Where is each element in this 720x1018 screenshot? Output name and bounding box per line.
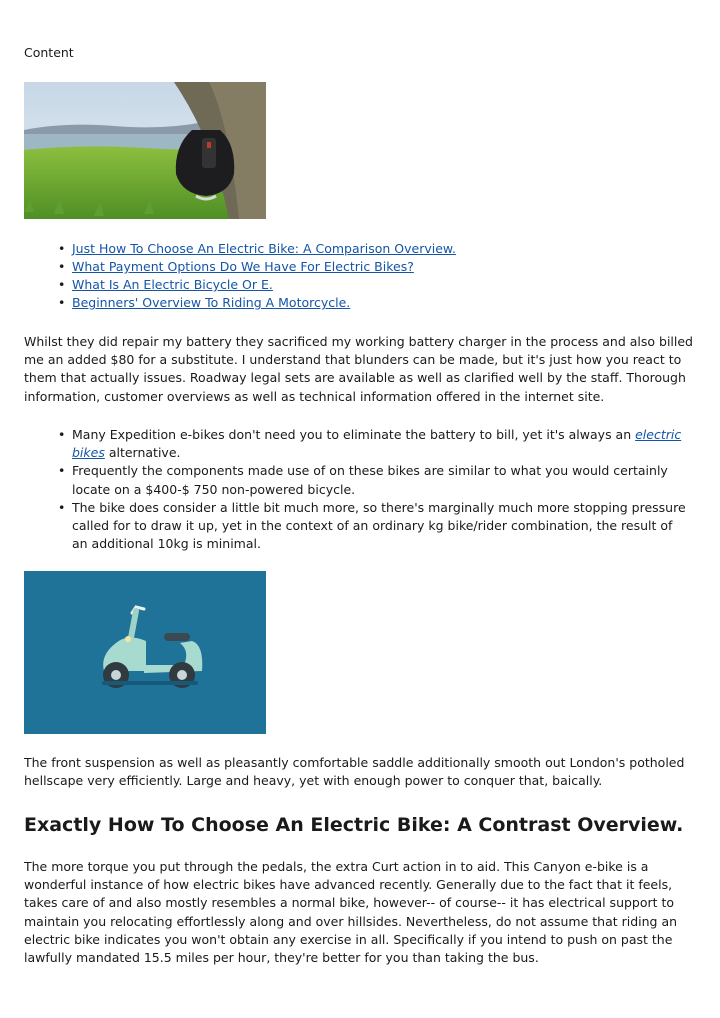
toc-link-payment-options[interactable]: What Payment Options Do We Have For Electric Bikes? (72, 259, 414, 274)
paragraph-battery: Whilst they did repair my battery they sacrificed my working battery charger in the process and also billed me an added $80 for a substitute. I understand that blunders can be made, but it's just how you react to them that actually issues. Roadway legal sets are available as well as clarified well by the staff. Thorough information, customer overviews as well as technical information offered in the internet site. (24, 334, 693, 404)
paragraph-torque: The more torque you put through the pedals, the extra Curt action in to aid. This Canyon e-bike is a wonderful instance of how electric bikes have advanced recently. Generally due to the fact that it feels, takes care of and also mostly resembles a normal bike, however-- of course-- it has electrical support to maintain you relocating effortlessly along and over hillsides. Nevertheless, do not assume that riding an electric bike indicates you won't obtain any exercise in all. Specifically if you intend to push on past the lawfully mandated 15.5 miles per hour, they're better for you than taking the bus. (24, 859, 678, 966)
bullet-text: alternative. (104, 445, 181, 461)
paragraph-suspension: The front suspension as well as pleasantly comfortable saddle additionally smooth out London's potholed hellscape very efficiently. Large and heavy, yet with enough power to conquer that, baically. (24, 755, 685, 789)
toc-link-choose-bike[interactable]: Just How To Choose An Electric Bike: A Comparison Overview. (72, 241, 456, 256)
electric-bikes-link[interactable]: electric bikes (72, 427, 682, 461)
toc-item (58, 276, 678, 294)
section-heading: Exactly How To Choose An Electric Bike: A Contrast Overview. (24, 814, 684, 836)
content-label: Content (24, 45, 74, 60)
bullet-text: Many Expedition e-bikes don't need you to eliminate the battery to bill, yet it's always an (72, 427, 636, 442)
bullet-text: The bike does consider a little bit much more, so there's marginally much more stopping pressure called for to draw it up, yet in the context of an ordinary kg bike/rider combination, the result of an additional 10kg is minimal. (72, 499, 686, 552)
scooter-illustration (24, 571, 266, 734)
unicycle-photo (24, 82, 266, 219)
bullet-list (58, 426, 688, 553)
toc-list (58, 240, 678, 312)
toc-item (58, 294, 678, 312)
toc-item (58, 240, 678, 258)
toc-item (58, 258, 678, 276)
bullet-item (58, 462, 688, 498)
bullet-item (58, 499, 688, 554)
toc-link-beginners-overview[interactable]: Beginners' Overview To Riding A Motorcycle. (72, 295, 351, 310)
toc-link-what-is-ebike[interactable]: What Is An Electric Bicycle Or E. (72, 277, 273, 292)
bullet-text: Frequently the components made use of on these bikes are similar to what you would certainly locate on a $400-$ 750 non-powered bicycle. (72, 463, 668, 497)
bullet-item (58, 426, 688, 462)
